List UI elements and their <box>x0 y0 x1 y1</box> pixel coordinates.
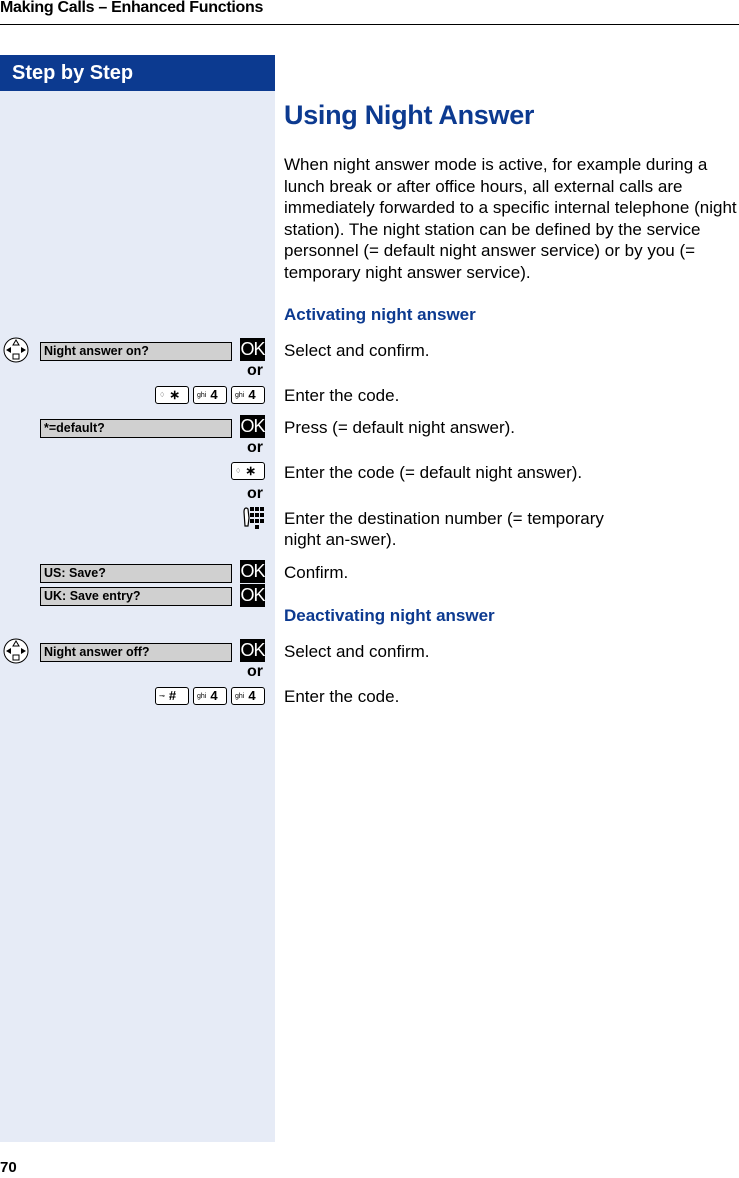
or-label: or <box>247 362 263 379</box>
step-description: Select and confirm. <box>284 341 430 360</box>
activate-heading: Activating night answer <box>284 305 476 324</box>
or-label: or <box>247 439 263 456</box>
us-save-display[interactable]: US: Save? <box>40 564 232 583</box>
default-display[interactable]: *=default? <box>40 419 232 438</box>
deactivate-heading: Deactivating night answer <box>284 606 495 625</box>
navigation-key-icon <box>3 638 29 664</box>
ok-button[interactable]: OK <box>240 339 265 359</box>
or-label: or <box>247 485 263 502</box>
ok-button[interactable]: OK <box>240 561 265 581</box>
keypad-icon <box>241 504 265 530</box>
ok-button[interactable]: OK <box>240 416 265 436</box>
star-key[interactable]: ♢ ∗ <box>231 462 265 480</box>
star-key[interactable]: ♢ ∗ <box>155 386 189 404</box>
header-title: Making Calls – Enhanced Functions <box>0 0 264 16</box>
step-description: Enter the code. <box>284 386 400 405</box>
ok-button[interactable]: OK <box>240 585 265 605</box>
hash-key[interactable]: ⊸ # <box>155 687 189 705</box>
page-title: Using Night Answer <box>284 100 535 130</box>
step-description: Select and confirm. <box>284 642 430 661</box>
intro-paragraph: When night answer mode is active, for example during a lunch break or after office hours, all external calls are immediately forwarded to a specific internal telephone (night station). The night station can be defined by the service personnel (= default night answer service) or by you (= temporary night answer service). <box>284 155 737 282</box>
page-number: 70 <box>0 1159 17 1176</box>
step-description: Enter the destination number (= temporary night an-swer). <box>284 509 604 549</box>
or-label: or <box>247 663 263 680</box>
night-answer-off-display[interactable]: Night answer off? <box>40 643 232 662</box>
digit-4-key[interactable]: ghi 4 <box>193 687 227 705</box>
page-header <box>0 0 739 24</box>
night-answer-on-display[interactable]: Night answer on? <box>40 342 232 361</box>
digit-4-key[interactable]: ghi 4 <box>231 386 265 404</box>
digit-4-key[interactable]: ghi 4 <box>193 386 227 404</box>
digit-4-key[interactable]: ghi 4 <box>231 687 265 705</box>
step-description: Enter the code. <box>284 687 400 706</box>
sidebar-heading: Step by Step <box>0 55 275 91</box>
uk-save-display[interactable]: UK: Save entry? <box>40 587 232 606</box>
step-description: Confirm. <box>284 563 349 582</box>
ok-button[interactable]: OK <box>240 640 265 660</box>
step-description: Press (= default night answer). <box>284 418 516 437</box>
step-description: Enter the code (= default night answer). <box>284 463 583 482</box>
navigation-key-icon <box>3 337 29 363</box>
header-rule <box>0 24 739 25</box>
